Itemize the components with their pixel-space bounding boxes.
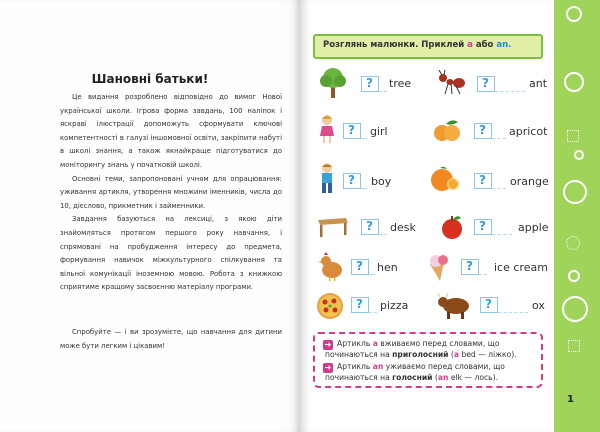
sticker-slot[interactable]: ? xyxy=(351,259,369,275)
word-pizza: pizza xyxy=(380,299,409,312)
word-boy: boy xyxy=(371,175,392,188)
word-tree: tree xyxy=(389,77,412,90)
desk-icon xyxy=(316,214,350,238)
closing-paragraph: Спробуйте — і ви зрозумієте, що навчання для дитини може бути легким і цікавим! xyxy=(60,328,282,350)
word-ox: ox xyxy=(532,299,545,312)
ant-icon xyxy=(436,70,468,96)
apple-icon xyxy=(440,214,464,240)
sticker-slot[interactable]: ? xyxy=(474,173,492,189)
sticker-slot[interactable]: ? xyxy=(361,219,379,235)
intro-paragraph-1: Це видання розроблено відповідно до вимог Нової української школи. Ігрова форма завдань, 100 наліпок і яскраві ілюстрації допоможуть сформувати ключові компетентності в галузі іншомовної освіти, закріпити набуті в школі знання, а також якнайкраще підготуватися до моніторингу знань у початковій школі. xyxy=(60,93,282,169)
word-girl: girl xyxy=(370,125,388,138)
intro-paragraph-2: Основні теми, запропоновані учням для опрацювання: уживання артикля, утворення множини іменників, числа до 10, дієслово, прикметник і займенники. xyxy=(60,174,282,210)
sticker-slot[interactable]: ? xyxy=(343,123,361,139)
task-text: Розглянь малюнки. Приклей xyxy=(323,40,465,50)
task-instruction xyxy=(313,34,543,59)
intro-text xyxy=(60,91,282,295)
apricot-icon xyxy=(432,118,462,144)
arrow-icon: ➜ xyxy=(324,340,332,349)
ox-icon xyxy=(436,292,474,320)
sticker-slot[interactable]: ? xyxy=(474,219,492,235)
sticker-slot[interactable]: ? xyxy=(477,76,495,92)
sticker-slot[interactable]: ? xyxy=(461,259,479,275)
tree-icon xyxy=(316,66,350,100)
arrow-icon: ➜ xyxy=(324,363,332,372)
word-orange: orange xyxy=(510,175,549,188)
hen-icon xyxy=(318,252,344,282)
word-hen: hen xyxy=(377,261,398,274)
sticker-slot[interactable]: ? xyxy=(480,297,498,313)
intro-paragraph-3: Завдання базуються на лексиці, з якою діти знайомляться протягом першого року навчання, і спрямовані на пробудження інтересу до предмета, формування навичок міжкультурного спілкування та вільної комунікації іноземною мовою. Робота з книжкою сприятиме кращому засвоєнню матеріалу програми. xyxy=(60,215,282,292)
page-number: 1 xyxy=(567,394,574,405)
sticker-slot[interactable]: ? xyxy=(474,123,492,139)
sticker-slot[interactable]: ? xyxy=(361,76,379,92)
closing-text xyxy=(60,326,282,353)
decorative-stripe xyxy=(554,0,600,432)
pizza-icon xyxy=(316,292,344,320)
rule-note: ➜ Артикль a вживаємо перед словами, що починаються на приголосний (a bed — ліжко). ➜ Артикль an уживаємо перед словами, що починаються на голосний (an elk — лось). xyxy=(313,332,543,388)
word-apple: apple xyxy=(518,221,549,234)
boy-icon xyxy=(318,162,336,194)
word-ice-cream: ice cream xyxy=(494,261,548,274)
task-article-an: an. xyxy=(496,40,512,50)
page-title: Шановні батьки! xyxy=(91,72,209,86)
word-apricot: apricot xyxy=(509,125,548,138)
sticker-slot[interactable]: ? xyxy=(343,173,361,189)
sticker-slot[interactable]: ? xyxy=(351,297,369,313)
word-desk: desk xyxy=(390,221,416,234)
task-or: або xyxy=(475,40,494,50)
task-article-a: a xyxy=(467,40,473,50)
girl-icon xyxy=(318,114,336,144)
ice-cream-icon xyxy=(426,252,454,282)
word-ant: ant xyxy=(529,77,548,90)
orange-icon xyxy=(430,166,460,194)
